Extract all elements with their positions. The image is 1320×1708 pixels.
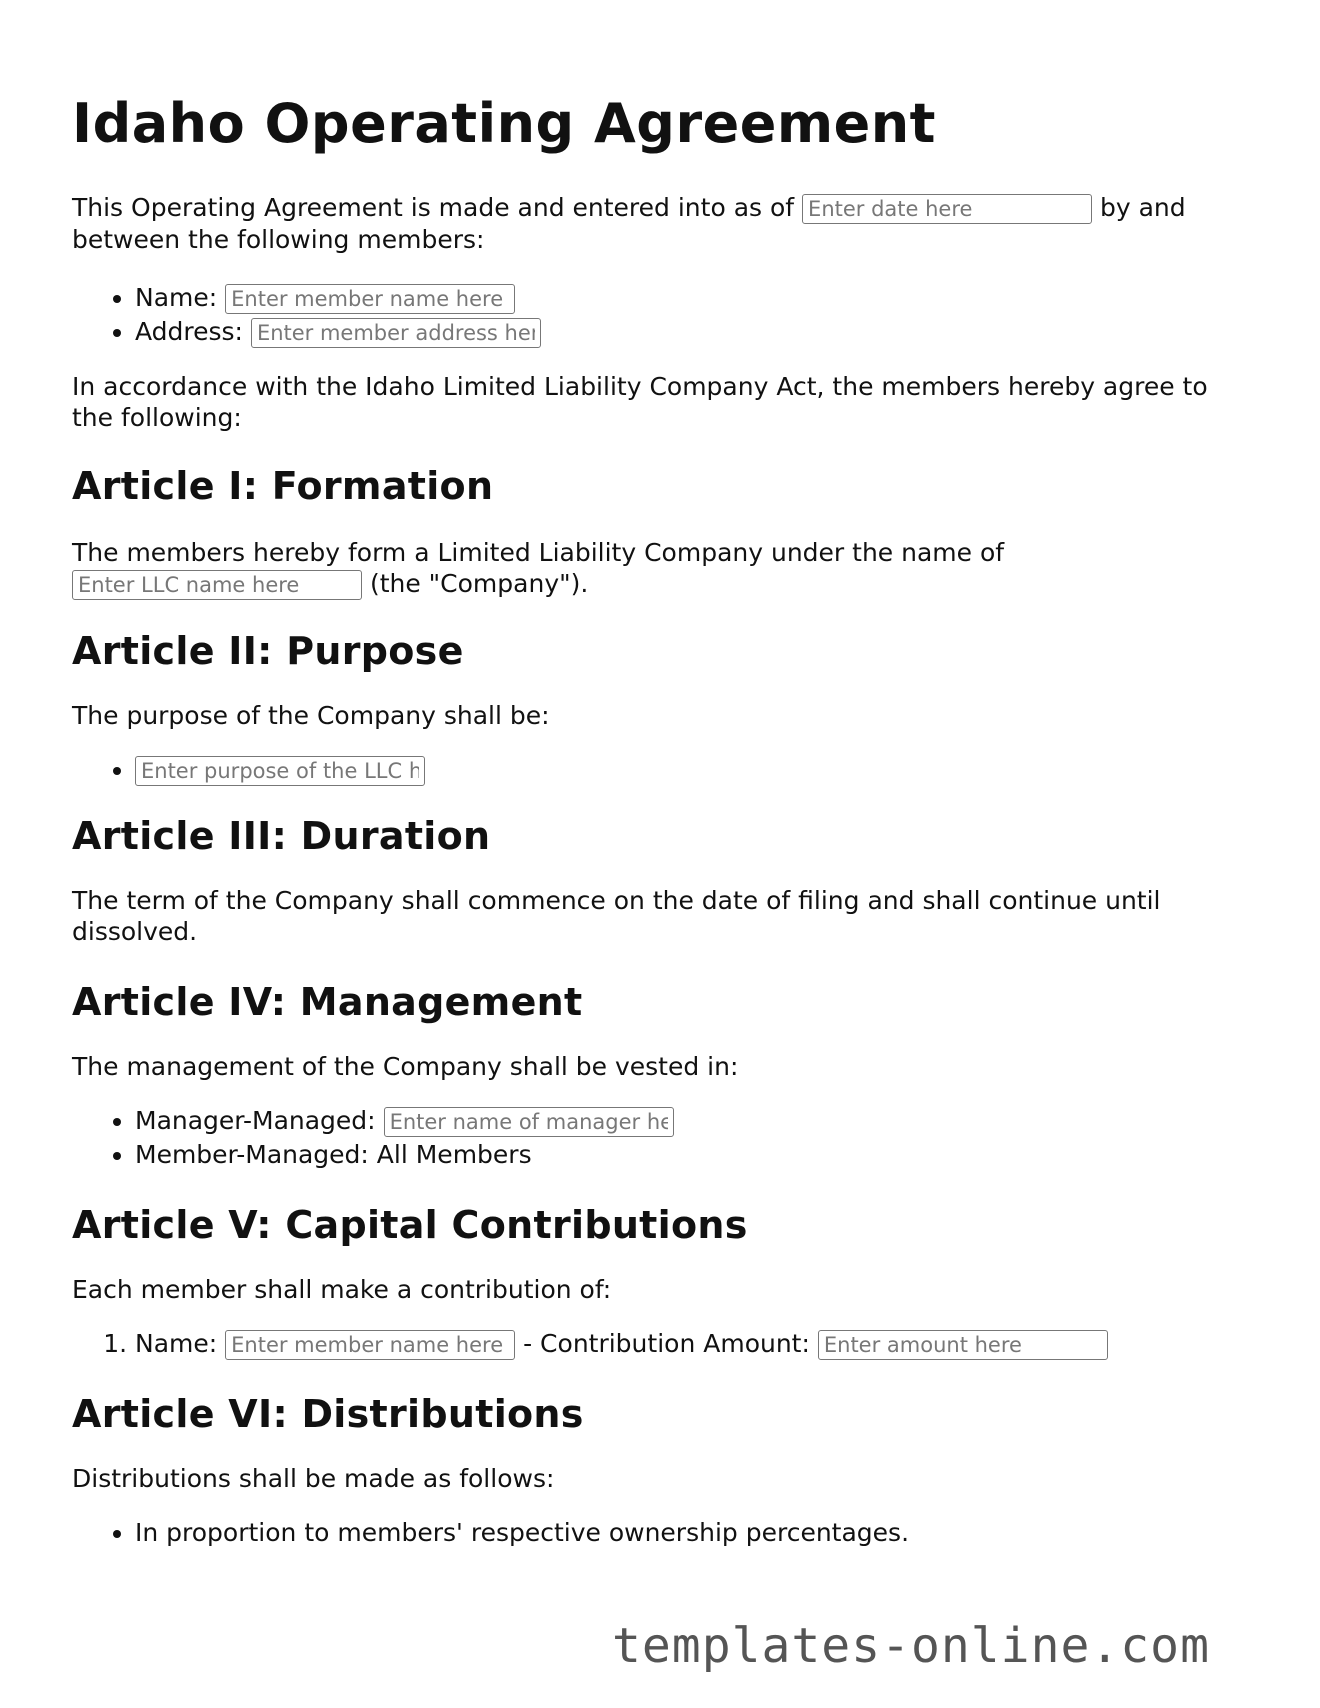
page-title: Idaho Operating Agreement	[72, 92, 936, 155]
management-list	[72, 1104, 1252, 1172]
agreement-date-input[interactable]	[802, 194, 1092, 224]
contribution-amount-label: - Contribution Amount:	[523, 1329, 810, 1358]
list-item	[135, 1104, 1252, 1138]
member-name-input[interactable]	[225, 284, 515, 314]
intro-paragraph	[72, 192, 1252, 255]
article-1-paragraph	[72, 537, 1252, 600]
article-6-text: Distributions shall be made as follows:	[72, 1464, 555, 1493]
member-address-input[interactable]	[251, 318, 541, 348]
llc-purpose-input[interactable]	[135, 756, 425, 786]
article-2-text: The purpose of the Company shall be:	[72, 701, 550, 730]
member-name-label: Name:	[135, 283, 218, 312]
members-list	[72, 281, 1252, 349]
article-1-suffix: (the "Company").	[369, 569, 589, 598]
list-item	[135, 315, 1252, 349]
article-1-text: The members hereby form a Limited Liability Company under the name of	[72, 538, 1005, 567]
distributions-list	[72, 1516, 1252, 1550]
article-5-heading: Article V: Capital Contributions	[72, 1203, 748, 1247]
article-1-heading: Article I: Formation	[72, 464, 494, 508]
list-item	[135, 1327, 1252, 1361]
document	[72, 88, 1252, 1550]
watermark: templates-online.com	[612, 1618, 1210, 1674]
article-4-heading: Article IV: Management	[72, 980, 583, 1024]
list-item	[135, 1138, 1252, 1172]
manager-name-input[interactable]	[384, 1107, 674, 1137]
article-5-text: Each member shall make a contribution of:	[72, 1275, 612, 1304]
article-6-heading: Article VI: Distributions	[72, 1392, 584, 1436]
list-item	[135, 281, 1252, 315]
contribution-amount-input[interactable]	[818, 1330, 1108, 1360]
contribution-member-name-input[interactable]	[225, 1330, 515, 1360]
list-item	[135, 753, 1252, 787]
article-4-text: The management of the Company shall be vested in:	[72, 1052, 739, 1081]
member-managed-text: Member-Managed: All Members	[135, 1140, 532, 1169]
article-3-text: The term of the Company shall commence on the date of filing and shall continue until dissolved.	[72, 886, 1161, 946]
article-3-heading: Article III: Duration	[72, 814, 491, 858]
list-item: • In proportion to members' respective ownership percentages.	[135, 1516, 1252, 1550]
article-2-heading: Article II: Purpose	[72, 629, 464, 673]
contributions-list	[72, 1327, 1252, 1361]
intro-text-before: This Operating Agreement is made and entered into as of	[72, 193, 795, 222]
member-address-label: Address:	[135, 317, 243, 346]
manager-managed-label: Manager-Managed:	[135, 1106, 376, 1135]
llc-name-input[interactable]	[72, 570, 362, 600]
contribution-name-label: Name:	[135, 1329, 218, 1358]
purpose-list	[72, 753, 1252, 787]
intro-text-after: by and between the following members:	[72, 193, 1186, 254]
accordance-paragraph: In accordance with the Idaho Limited Liability Company Act, the members hereby agree to the following:	[72, 372, 1208, 432]
